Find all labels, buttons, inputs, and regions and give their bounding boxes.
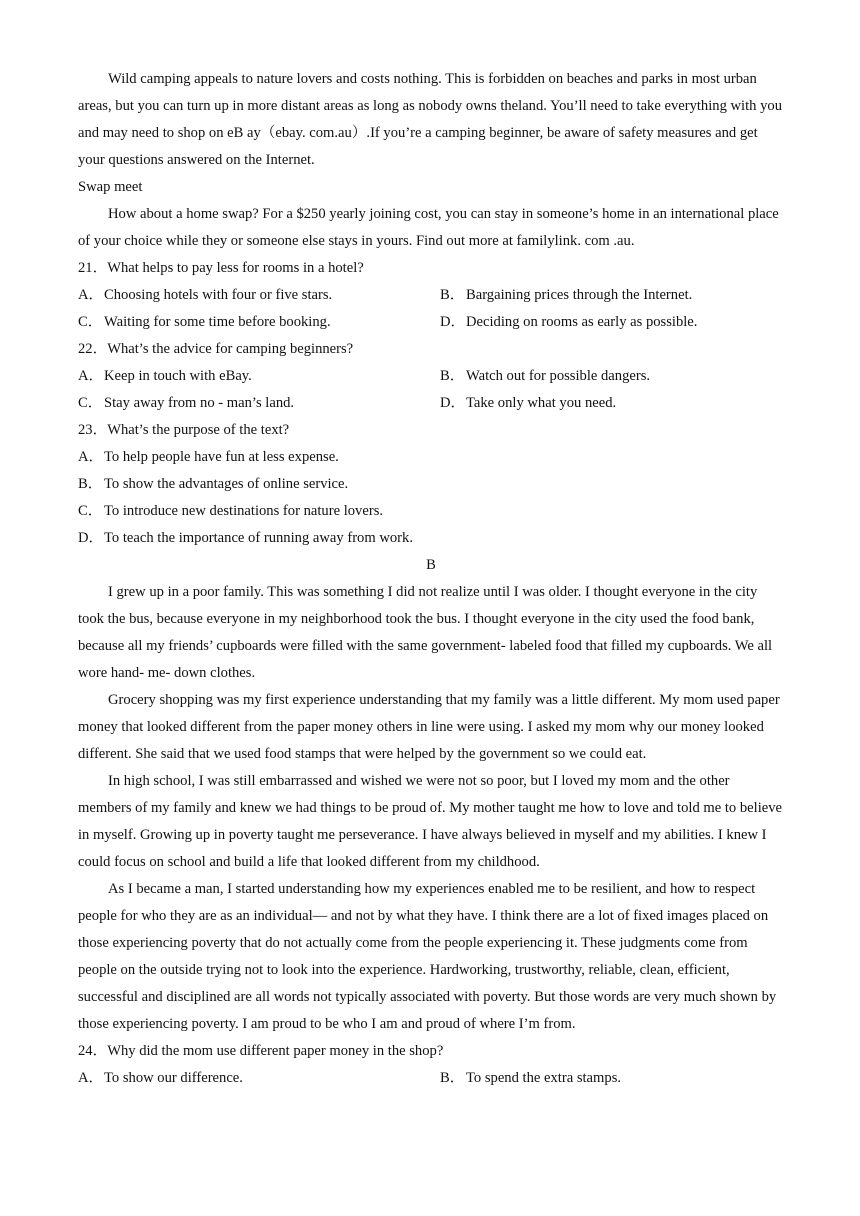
option-a[interactable] <box>78 363 440 390</box>
answer-options <box>78 1065 784 1092</box>
question-stem: 21．What helps to pay less for rooms in a hotel? <box>78 260 364 276</box>
option-text: Take only what you need. <box>466 395 617 411</box>
option-text: Watch out for possible dangers. <box>466 368 651 384</box>
swap-meet-paragraph: How about a home swap? For a $250 yearly joining cost, you can stay in someone’s home in an international place of your choice while they or someone else stays in yours. Find out more at familylink. com .au. <box>78 206 779 249</box>
option-b[interactable] <box>440 363 784 390</box>
question-stem: 22．What’s the advice for camping beginners? <box>78 341 354 357</box>
option-d[interactable] <box>78 525 784 552</box>
option-letter: B． <box>78 476 103 492</box>
option-text: To introduce new destinations for nature lovers. <box>104 503 384 519</box>
answer-options <box>78 282 784 336</box>
question-21 <box>78 255 784 336</box>
section-b-paragraph: In high school, I was still embarrassed and wished we were not so poor, but I loved my mom and the other members of my family and knew we had things to be proud of. My mother taught me how to love and told me to believe in myself. Growing up in poverty taught me perseverance. I have always believed in myself and my abilities. I knew I could focus on school and build a life that looked different from my childhood. <box>78 773 782 870</box>
section-b-paragraph: As I became a man, I started understanding how my experiences enabled me to be resilient, and how to respect people for who they are as an individual— and not by what they have. I think there are a lot of fixed images placed on those experiencing poverty that do not actually come from the people experiencing it. These judgments come from people on the outside trying not to look into the experience. Hardworking, trustworthy, reliable, clean, efficient, successful and disciplined are all words not typically associated with poverty. But those words are very much shown by those experiencing poverty. I am proud to be who I am and proud of where I’m from. <box>78 881 777 1032</box>
option-letter: D． <box>440 314 466 330</box>
answer-options <box>78 444 784 552</box>
answer-options <box>78 363 784 417</box>
option-b[interactable] <box>440 282 784 309</box>
option-letter: A． <box>78 287 104 303</box>
option-text: To teach the importance of running away from work. <box>104 530 413 546</box>
option-text: To show the advantages of online service. <box>104 476 349 492</box>
option-b[interactable] <box>78 471 784 498</box>
question-23 <box>78 417 784 552</box>
option-text: Choosing hotels with four or five stars. <box>104 287 333 303</box>
option-c[interactable] <box>78 498 784 525</box>
section-b-label: B <box>426 557 436 573</box>
option-letter: A． <box>78 1070 104 1086</box>
option-b[interactable] <box>440 1065 784 1092</box>
swap-meet-heading: Swap meet <box>78 179 143 195</box>
section-b-paragraph: I grew up in a poor family. This was something I did not realize until I was older. I thought everyone in the city took the bus, because everyone in my neighborhood took the bus. I thought everyone in the city used the food bank, because all my friends’ cupboards were filled with the same government- labeled food that filled my cupboards. We all wore hand- me- down clothes. <box>78 584 773 681</box>
option-a[interactable] <box>78 1065 440 1092</box>
option-text: Deciding on rooms as early as possible. <box>466 314 698 330</box>
option-text: Waiting for some time before booking. <box>104 314 331 330</box>
option-text: To spend the extra stamps. <box>466 1070 622 1086</box>
option-text: To show our difference. <box>104 1070 243 1086</box>
question-stem: 24．Why did the mom use different paper money in the shop? <box>78 1043 444 1059</box>
option-a[interactable] <box>78 282 440 309</box>
document-page <box>78 66 784 1092</box>
option-letter: D． <box>440 395 466 411</box>
option-d[interactable] <box>440 309 784 336</box>
option-letter: C． <box>78 395 103 411</box>
option-text: To help people have fun at less expense. <box>104 449 339 465</box>
option-text: Bargaining prices through the Internet. <box>466 287 693 303</box>
option-letter: B． <box>440 368 465 384</box>
option-d[interactable] <box>440 390 784 417</box>
option-letter: A． <box>78 449 104 465</box>
option-letter: D． <box>78 530 104 546</box>
option-letter: B． <box>440 287 465 303</box>
wild-camping-paragraph: Wild camping appeals to nature lovers and costs nothing. This is forbidden on beaches and parks in most urban areas, but you can turn up in more distant areas as long as nobody owns theland. You’ll need to take everything with you and may need to shop on eB ay（ebay. com.au）.If you’re a camping beginner, be aware of safety measures and get your questions answered on the Internet. <box>78 71 783 168</box>
question-24 <box>78 1038 784 1092</box>
option-text: Keep in touch with eBay. <box>104 368 252 384</box>
question-stem: 23．What’s the purpose of the text? <box>78 422 290 438</box>
option-c[interactable] <box>78 390 440 417</box>
option-c[interactable] <box>78 309 440 336</box>
option-a[interactable] <box>78 444 784 471</box>
question-22 <box>78 336 784 417</box>
option-text: Stay away from no - man’s land. <box>104 395 295 411</box>
option-letter: B． <box>440 1070 465 1086</box>
option-letter: C． <box>78 314 103 330</box>
option-letter: A． <box>78 368 104 384</box>
option-letter: C． <box>78 503 103 519</box>
section-b-paragraph: Grocery shopping was my first experience understanding that my family was a little different. My mom used paper money that looked different from the paper money others in line were using. I asked my mom why our money looked different. She said that we used food stamps that were helped by the government so we could eat. <box>78 692 780 762</box>
